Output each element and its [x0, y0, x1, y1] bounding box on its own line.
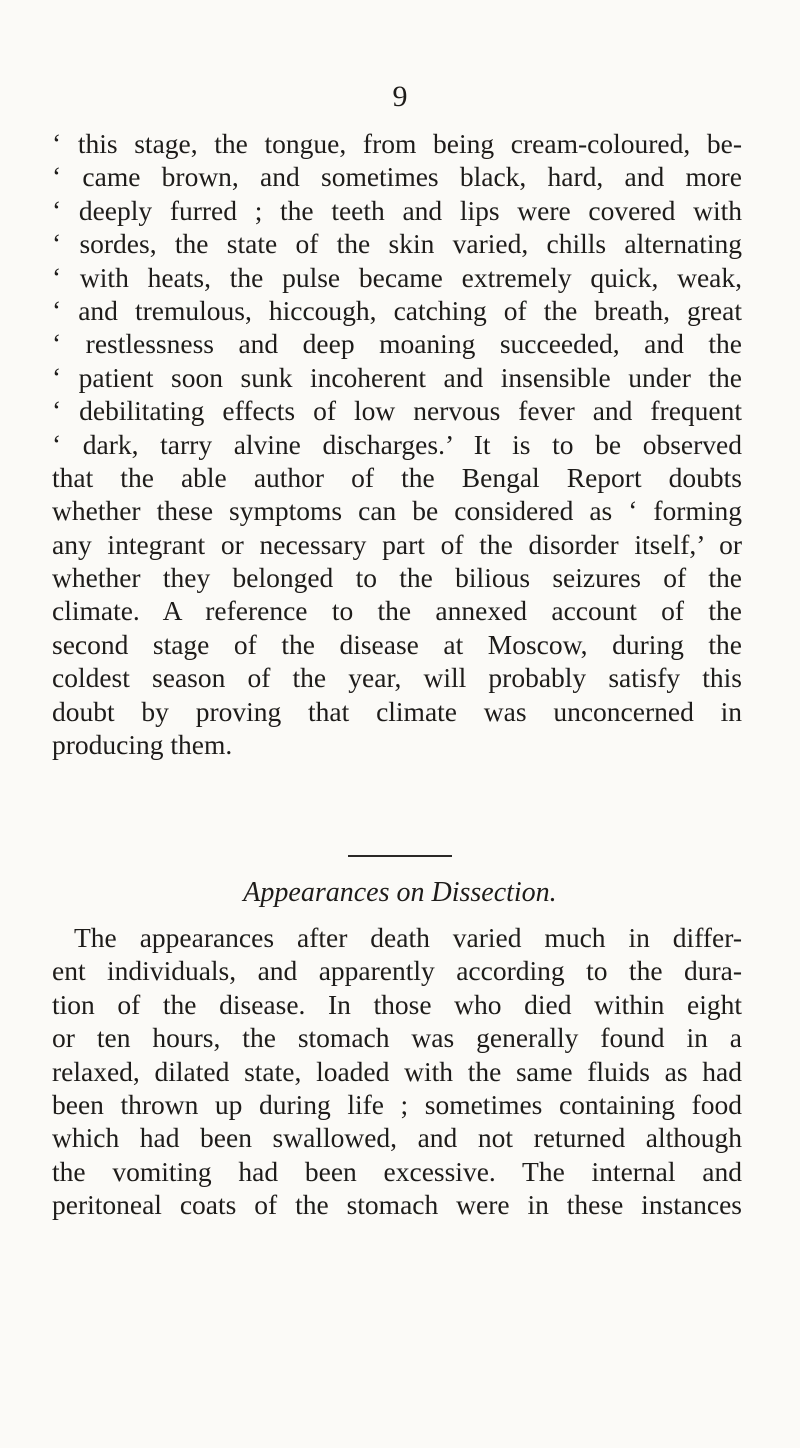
section-heading: Appearances on Dissection.	[243, 877, 557, 908]
text-line: ‘ came brown, and sometimes black, hard, and more	[52, 161, 742, 193]
text-line: climate. A reference to the annexed account of the	[52, 595, 742, 627]
text-line: ‘ sordes, the state of the skin varied, chills alternating	[52, 228, 742, 260]
paragraph-dissection	[52, 921, 742, 1222]
text-line: ‘ restlessness and deep moaning succeeded, and the	[52, 328, 742, 360]
text-line: which had been swallowed, and not returned although	[52, 1122, 742, 1154]
text-line: been thrown up during life ; sometimes containing food	[52, 1088, 742, 1120]
text-line: doubt by proving that climate was unconcerned in	[52, 695, 742, 727]
text-line: ‘ debilitating effects of low nervous fever and frequent	[52, 395, 742, 427]
text-line: ‘ this stage, the tongue, from being cream-coloured, be-	[52, 128, 742, 159]
text-line: ‘ patient soon sunk incoherent and insensible under the	[52, 361, 742, 393]
text-line: second stage of the disease at Moscow, during the	[52, 628, 742, 660]
text-line: coldest season of the year, will probably satisfy this	[52, 662, 742, 694]
text-line: ‘ and tremulous, hiccough, catching of the breath, great	[52, 294, 742, 326]
text-line: whether they belonged to the bilious seizures of the	[52, 562, 742, 594]
paragraph-quotation-continued	[52, 127, 742, 761]
text-line: that the able author of the Bengal Report doubts	[52, 461, 742, 493]
text-line: the vomiting had been excessive. The internal and	[52, 1155, 742, 1187]
text-line: whether these symptoms can be considered as ‘ forming	[52, 495, 742, 527]
text-line: The appearances after death varied much in differ-	[74, 922, 742, 953]
text-line: relaxed, dilated state, loaded with the same fluids as had	[52, 1055, 742, 1087]
text-line: ‘ deeply furred ; the teeth and lips were covered with	[52, 194, 742, 226]
text-line: ‘ with heats, the pulse became extremely quick, weak,	[52, 261, 742, 293]
text-line: producing them.	[52, 729, 233, 761]
page-number: 9	[392, 80, 408, 113]
text-line: any integrant or necessary part of the disorder itself,’ or	[52, 528, 742, 560]
text-line: or ten hours, the stomach was generally found in a	[52, 1022, 742, 1054]
text-line: tion of the disease. In those who died within eight	[52, 988, 742, 1020]
text-line: ‘ dark, tarry alvine discharges.’ It is to be observed	[52, 428, 742, 460]
section-divider-rule	[348, 855, 452, 857]
text-line: ent individuals, and apparently according to the dura-	[52, 955, 742, 987]
text-line: peritoneal coats of the stomach were in these instances	[52, 1189, 742, 1221]
